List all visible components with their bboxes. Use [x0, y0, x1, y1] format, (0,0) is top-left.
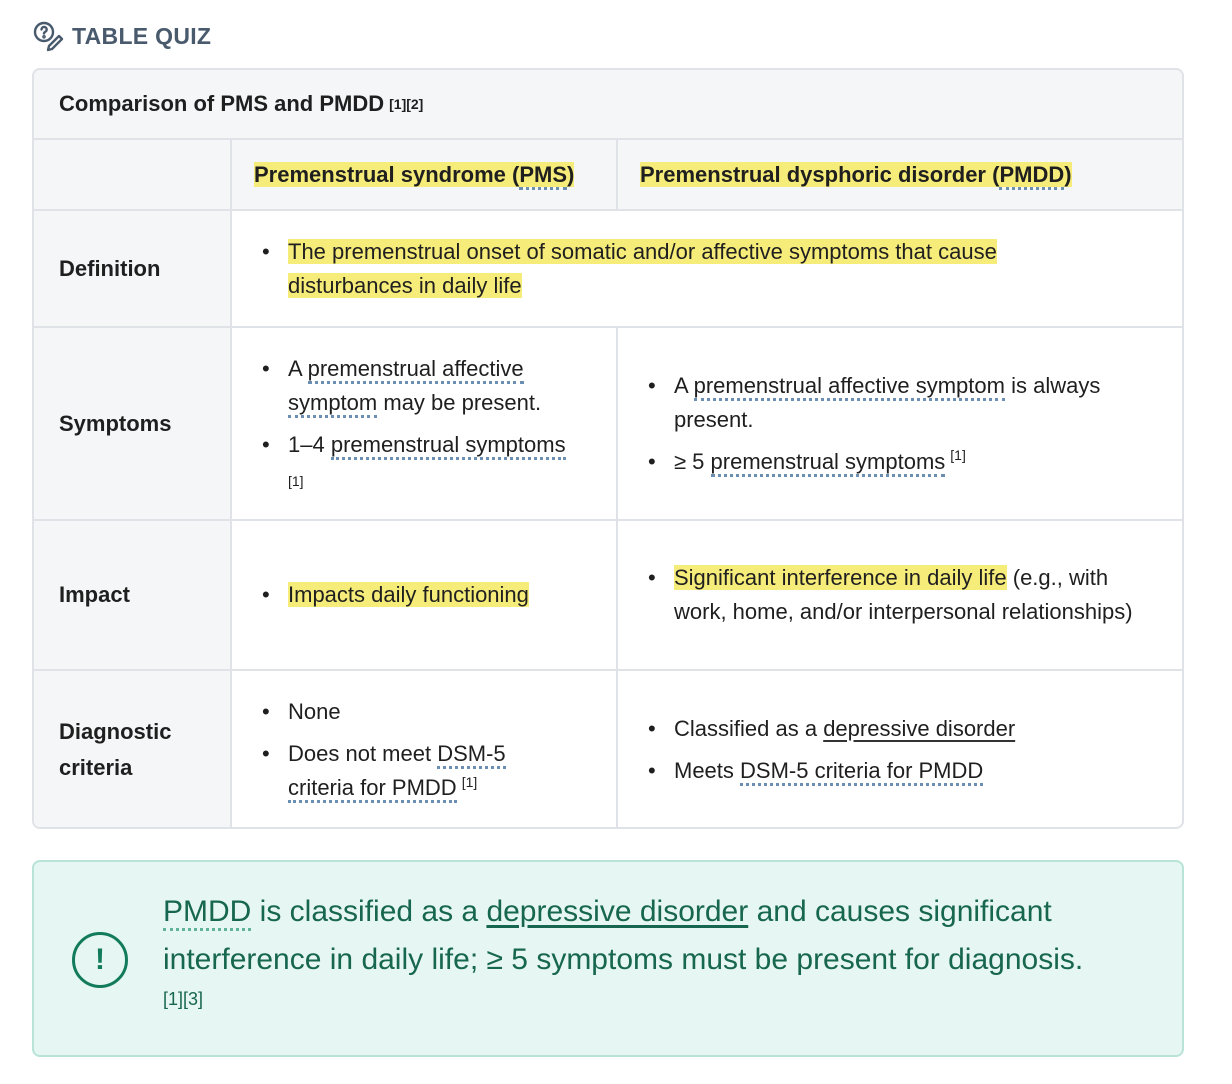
- text: Meets: [674, 758, 741, 783]
- text: Classified as a: [674, 716, 824, 741]
- pms-header-close: ): [567, 161, 575, 187]
- symptoms-pms-cell: [231, 327, 617, 520]
- premenstrual-symptoms-link[interactable]: premenstrual symptoms: [331, 432, 566, 460]
- affective-symptom-link[interactable]: premenstrual affective symptom: [288, 356, 524, 418]
- text: 1–4: [288, 431, 331, 457]
- column-header-pmdd: [617, 140, 1184, 210]
- affective-symptom-link[interactable]: premenstrual affective symptom: [694, 373, 1005, 401]
- definition-text: The premenstrual onset of somatic and/or affective symptoms that cause disturbances in daily life: [288, 238, 997, 298]
- list-item: [642, 445, 1161, 479]
- impact-pms-cell: [231, 520, 617, 670]
- pmdd-header-close: ): [1064, 161, 1072, 187]
- list-item: [256, 737, 506, 805]
- pmdd-abbr-link[interactable]: PMDD: [163, 895, 251, 931]
- definition-cell: [231, 210, 1184, 327]
- text: ≥ 5: [674, 448, 711, 474]
- list-item: [256, 428, 591, 496]
- column-header-pms: [231, 140, 617, 210]
- reference-link[interactable]: [1]: [461, 773, 478, 790]
- impact-pmdd-cell: [617, 520, 1184, 670]
- impact-pms-text: Impacts daily functioning: [288, 582, 529, 607]
- text: is classified as a: [251, 895, 487, 928]
- list-item: [256, 352, 591, 420]
- table-row-impact: [34, 520, 1184, 670]
- text: is always present.: [674, 372, 1101, 432]
- pms-header-text: Premenstrual syndrome (: [254, 161, 520, 187]
- list-item: [642, 369, 1161, 437]
- table-row-definition: [34, 210, 1184, 327]
- quiz-title: TABLE QUIZ: [72, 22, 212, 49]
- impact-pmdd-text: (e.g., with work, home, and/or interpersonal relationships): [674, 565, 1133, 624]
- text: A: [288, 355, 308, 381]
- premenstrual-symptoms-link[interactable]: premenstrual symptoms: [711, 449, 946, 477]
- row-label-definition: Definition: [34, 210, 231, 327]
- row-label-symptoms: Symptoms: [34, 327, 231, 520]
- text: A: [674, 372, 694, 398]
- pms-abbr-link[interactable]: PMS: [519, 162, 567, 190]
- dsm5-criteria-link[interactable]: DSM-5 criteria for PMDD: [740, 758, 983, 786]
- pmdd-abbr-link[interactable]: PMDD: [999, 162, 1064, 190]
- quiz-pencil-icon: [32, 20, 64, 52]
- table-quiz-header[interactable]: [32, 18, 211, 54]
- exclamation-icon: !: [72, 932, 128, 988]
- list-item: [256, 578, 591, 612]
- table-header-row: [34, 140, 1184, 210]
- list-item: [256, 235, 1056, 303]
- comparison-table-card: [32, 68, 1184, 829]
- text: Does not meet: [288, 741, 438, 766]
- caption-text: Comparison of PMS and PMDD: [59, 91, 385, 116]
- row-label-diagnostic: Diagnostic criteria: [34, 670, 231, 829]
- diagnostic-pmdd-cell: [617, 670, 1184, 829]
- list-item: [642, 712, 1161, 746]
- reference-link[interactable]: [1]: [288, 472, 304, 489]
- callout-references[interactable]: [1][3]: [163, 989, 204, 1009]
- header-empty-cell: [34, 140, 231, 210]
- comparison-table: [34, 140, 1184, 829]
- impact-pmdd-highlight: Significant interference in daily life: [674, 565, 1007, 590]
- key-point-callout: [32, 860, 1184, 1057]
- text: may be present.: [377, 389, 542, 415]
- list-item: [642, 754, 1161, 788]
- depressive-disorder-link[interactable]: depressive disorder: [486, 895, 749, 928]
- text: None: [288, 699, 341, 724]
- list-item: [642, 561, 1161, 629]
- table-caption: Comparison of PMS and PMDD [1][2]: [34, 70, 1182, 140]
- table-row-diagnostic: [34, 670, 1184, 829]
- depressive-disorder-link[interactable]: depressive disorder: [823, 716, 1016, 741]
- row-label-impact: Impact: [34, 520, 231, 670]
- text: and causes significant interference in daily life; ≥ 5 symptoms must be present for diagnosis.: [163, 895, 1084, 976]
- reference-link[interactable]: [1]: [950, 447, 966, 464]
- table-row-symptoms: [34, 327, 1184, 520]
- callout-text: [163, 888, 1153, 1014]
- dsm5-criteria-link[interactable]: DSM-5 criteria for PMDD: [288, 741, 506, 803]
- diagnostic-pms-cell: [231, 670, 617, 829]
- list-item: [256, 695, 506, 729]
- pmdd-header-text: Premenstrual dysphoric disorder (: [640, 161, 1000, 187]
- symptoms-pmdd-cell: [617, 327, 1184, 520]
